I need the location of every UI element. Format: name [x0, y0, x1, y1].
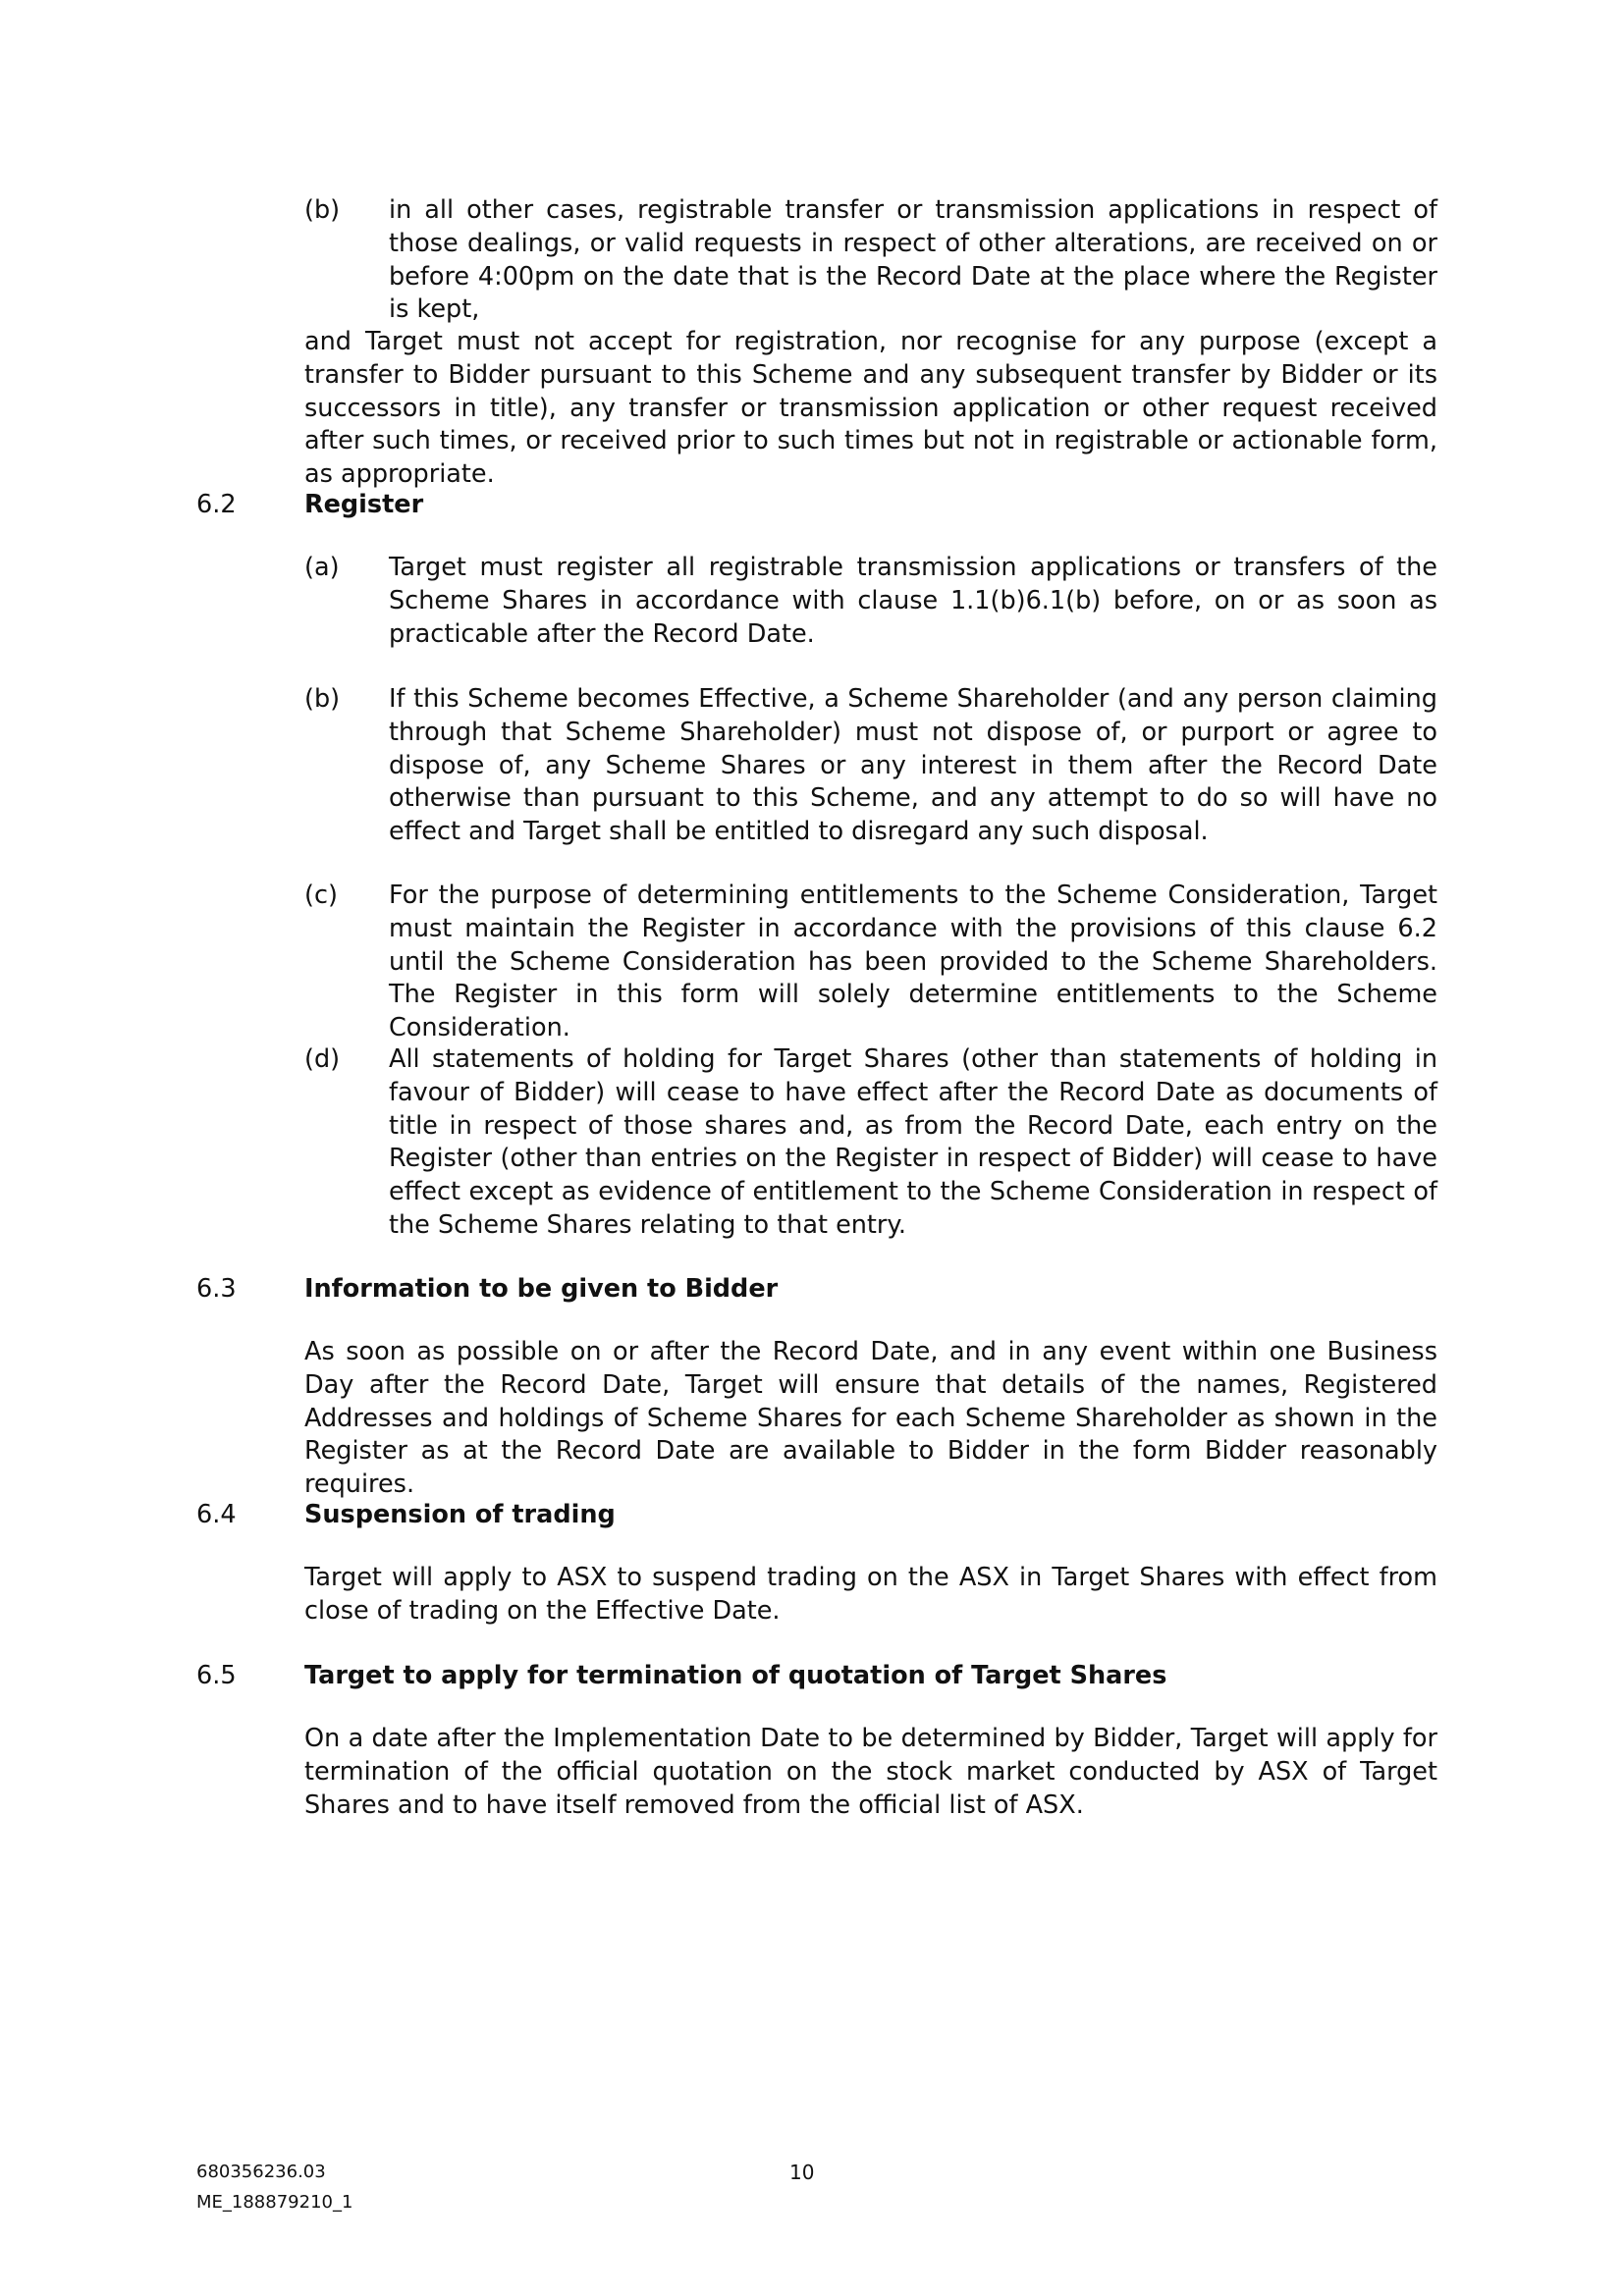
register-a-label: (a)	[304, 553, 340, 582]
register-b-text: If this Scheme becomes Effective, a Scheme Shareholder (and any person claiming through that Scheme Shareholder) must not dispose of, or purport or agree to dispose of, any Scheme Shares or any interest in them after the Record Date otherwise than pursuant to this Scheme, and any attempt to do so will have no effect and Target shall be entitled to disregard any such disposal.	[389, 684, 1437, 847]
register-a-text: Target must register all registrable transmission applications or transfers of the Scheme Shares in accordance with clause 1.1(b)6.1(b) before, on or as soon as practicable after the Record Date.	[389, 553, 1437, 649]
section-title-termination: Target to apply for termination of quotation of Target Shares	[304, 1661, 1167, 1690]
section-6-5-body: On a date after the Implementation Date to be determined by Bidder, Target will apply for termination of the official quotation on the stock market conducted by ASX of Target Shares and to have itself removed from the official list of ASX.	[304, 1724, 1437, 1820]
register-d-text: All statements of holding for Target Shares (other than statements of holding in favour of Bidder) will cease to have effect after the Record Date as documents of title in respect of those shares and, as from the Record Date, each entry on the Register (other than entries on the Register in respect of Bidder) will cease to have effect except as evidence of entitlement to the Scheme Consideration in respect of the Scheme Shares relating to that entry.	[389, 1044, 1437, 1240]
section-6-3-body: As soon as possible on or after the Record Date, and in any event within one Business Day after the Record Date, Target will ensure that details of the names, Registered Addresses and holdings of Scheme Shares for each Scheme Shareholder as shown in the Register as at the Record Date are available to Bidder in the form Bidder reasonably requires.	[304, 1337, 1437, 1500]
section-number-6-4: 6.4	[196, 1500, 237, 1529]
section-6-4-body: Target will apply to ASX to suspend trading on the ASX in Target Shares with effect from close of trading on the Effective Date.	[304, 1563, 1437, 1626]
section-number-6-5: 6.5	[196, 1661, 237, 1690]
section-title-information: Information to be given to Bidder	[304, 1274, 779, 1304]
register-d-label: (d)	[304, 1044, 341, 1074]
section-number-6-3: 6.3	[196, 1274, 237, 1304]
register-c-label: (c)	[304, 881, 338, 910]
footer-doc-id: 680356236.03	[196, 2162, 326, 2182]
section-title-suspension: Suspension of trading	[304, 1500, 616, 1529]
footer-ref: ME_188879210_1	[196, 2192, 353, 2213]
section-number-6-2: 6.2	[196, 490, 237, 519]
item-b-text: in all other cases, registrable transfer or transmission applications in respect of those dealings, or valid requests in respect of other alterations, are received on or before 4:00pm on the date that is the Record Date at the place where the Register is kept,	[389, 195, 1437, 325]
register-c-text: For the purpose of determining entitlements to the Scheme Consideration, Target must maintain the Register in accordance with the provisions of this clause 6.2 until the Scheme Consideration has been provided to the Scheme Shareholders. The Register in this form will solely determine entitlements to the Scheme Consideration.	[389, 881, 1437, 1043]
page-number: 10	[789, 2161, 815, 2184]
section-title-register: Register	[304, 490, 424, 519]
continuation-paragraph: and Target must not accept for registration, nor recognise for any purpose (except a transfer to Bidder pursuant to this Scheme and any subsequent transfer by Bidder or its successors in title), any transfer or transmission application or other request received after such times, or received prior to such times but not in registrable or actionable form, as appropriate.	[304, 327, 1437, 490]
item-b-label: (b)	[304, 195, 341, 225]
register-b-label: (b)	[304, 684, 341, 714]
